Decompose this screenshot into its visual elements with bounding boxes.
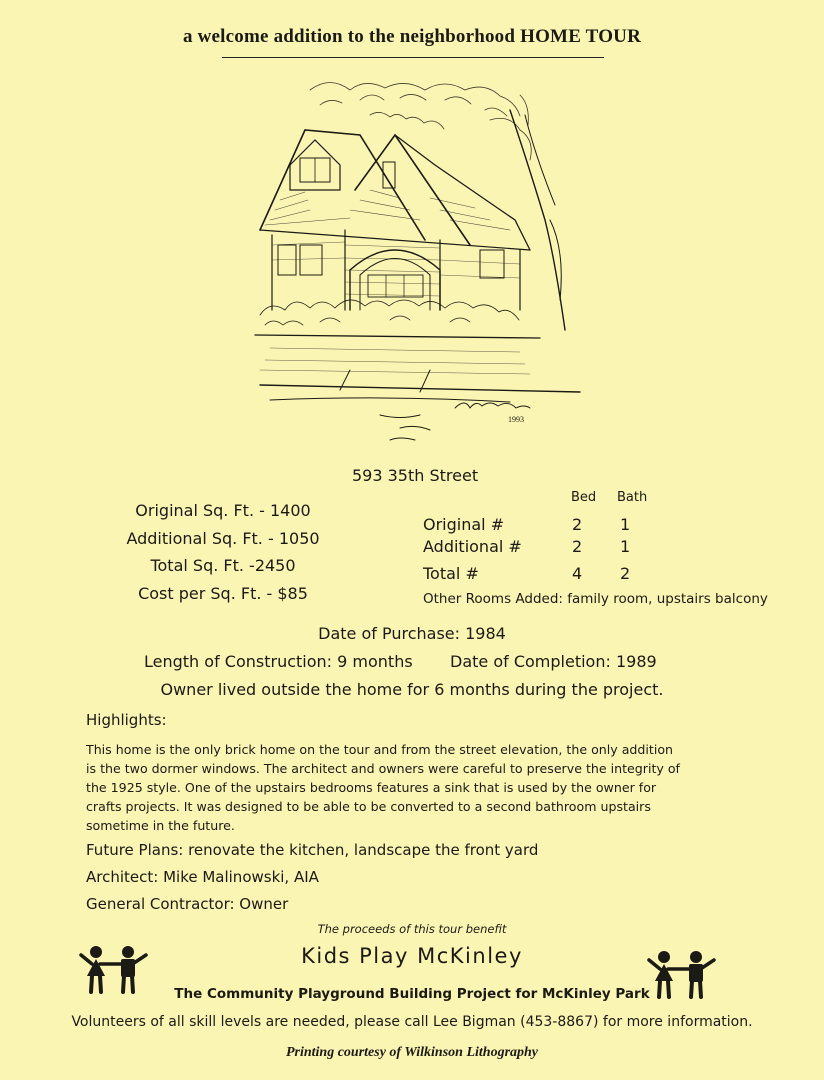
row-label-additional: Additional # (423, 537, 522, 556)
cell-additional-bed: 2 (572, 537, 583, 556)
highlights-line: the 1925 style. One of the upstairs bedrooms features a sink that is used by the owner for (86, 780, 657, 795)
organization-name: Kids Play McKinley (301, 944, 523, 968)
highlights-line: is the two dormer windows. The architect and owners were careful to preserve the integrity of (86, 761, 680, 776)
original-sqft: Original Sq. Ft. - 1400 (135, 501, 311, 520)
cell-original-bed: 2 (572, 515, 583, 534)
highlights-heading: Highlights: (86, 711, 167, 729)
highlights-line: crafts projects. It was designed to be able to be converted to a second bathroom upstairs (86, 799, 651, 814)
cell-additional-bath: 1 (620, 537, 631, 556)
property-address: 593 35th Street (352, 466, 479, 485)
proceeds-note: The proceeds of this tour benefit (317, 922, 507, 936)
other-rooms-added: Other Rooms Added: family room, upstairs balcony (423, 591, 768, 607)
highlights-paragraph (86, 740, 726, 835)
cell-total-bed: 4 (572, 564, 583, 583)
page-title: a welcome addition to the neighborhood HOME TOUR (182, 26, 642, 47)
highlights-line: This home is the only brick home on the tour and from the street elevation, the only addition (86, 742, 674, 757)
general-contractor: General Contractor: Owner (86, 895, 289, 913)
total-sqft: Total Sq. Ft. -2450 (150, 556, 296, 575)
additional-sqft: Additional Sq. Ft. - 1050 (126, 528, 320, 548)
community-project: The Community Playground Building Project for McKinley Park (174, 986, 650, 1002)
cell-original-bath: 1 (620, 515, 631, 534)
row-label-total: Total # (423, 564, 479, 583)
cost-per-sqft: Cost per Sq. Ft. - $85 (138, 583, 308, 603)
architect: Architect: Mike Malinowski, AIA (86, 868, 319, 886)
row-label-original: Original # (423, 515, 505, 534)
length-of-construction: Length of Construction: 9 months (144, 652, 413, 671)
volunteers-note: Volunteers of all skill levels are needed, please call Lee Bigman (453-8867) for more information. (71, 1014, 753, 1030)
printing-credit: Printing courtesy of Wilkinson Lithography (285, 1045, 539, 1060)
owner-note: Owner lived outside the home for 6 months during the project. (160, 680, 664, 699)
square-footage-list (118, 497, 328, 607)
title-underline (222, 57, 604, 58)
future-plans: Future Plans: renovate the kitchen, landscape the front yard (86, 841, 539, 859)
highlights-line: sometime in the future. (86, 818, 235, 833)
bed-column-header: Bed (571, 490, 597, 505)
house-sketch-icon (250, 70, 600, 445)
date-of-purchase: Date of Purchase: 1984 (318, 624, 506, 643)
cell-total-bath: 2 (620, 564, 631, 583)
date-of-completion: Date of Completion: 1989 (450, 652, 657, 671)
bath-column-header: Bath (617, 490, 648, 505)
svg-text:1993: 1993 (508, 415, 524, 424)
